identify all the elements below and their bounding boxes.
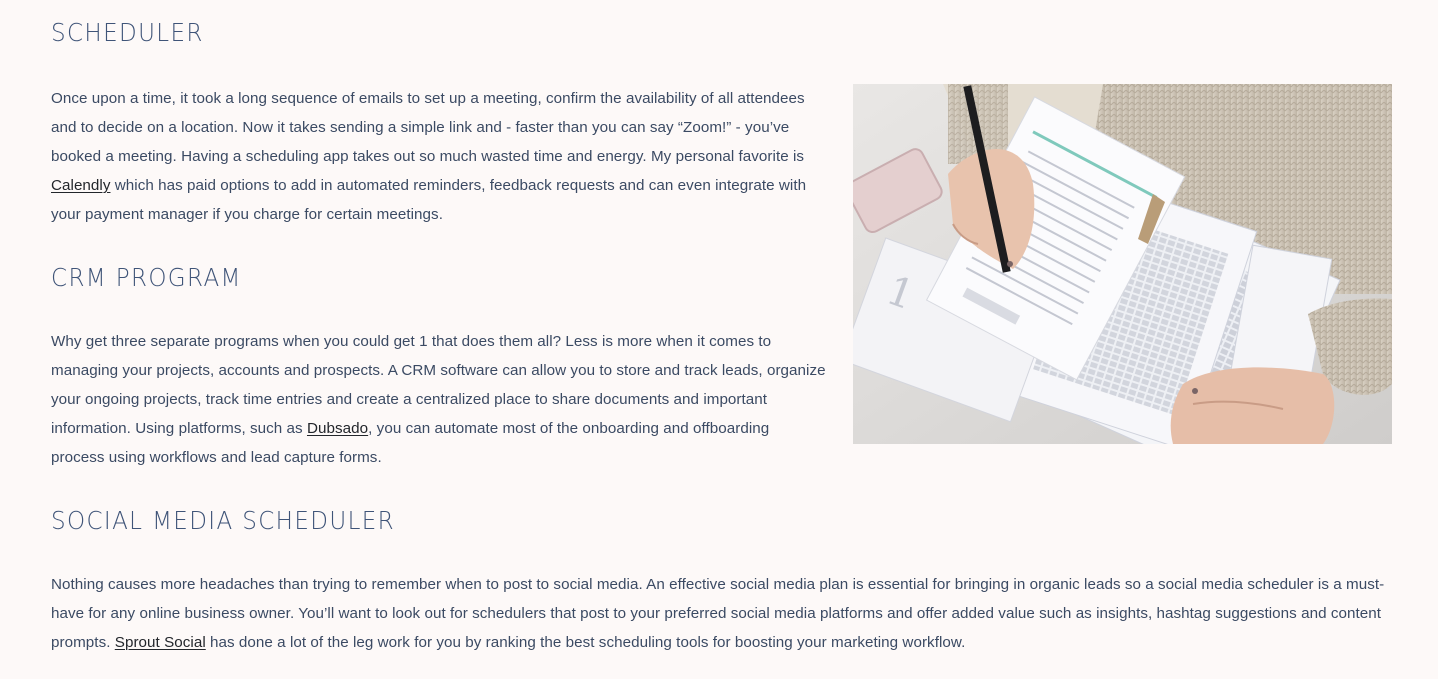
social-text-2: has done a lot of the leg work for you by ranking the best scheduling tools for boosting your marketing workflow.	[205, 634, 966, 651]
calendly-link[interactable]: Calendly	[51, 177, 111, 194]
svg-text:1: 1	[880, 267, 921, 320]
social-media-scheduler-heading: SOCIAL MEDIA SCHEDULER	[51, 506, 396, 535]
scheduler-text-2: which has paid options to add in automated reminders, feedback requests and can even integrate with your payment manager if you charge for certain meetings.	[51, 177, 807, 223]
scheduler-text-1: Once upon a time, it took a long sequence of emails to set up a meeting, confirm the availability of all attendees and to decide on a location. Now it takes sending a simple link and - faster than you can say “Zoom!” - you’ve booked a meeting. Having a scheduling app takes out so much wasted time and energy. My personal favorite is	[51, 90, 805, 165]
scheduler-heading: SCHEDULER	[51, 18, 204, 47]
dubsado-link[interactable]: Dubsado	[306, 420, 369, 437]
crm-text-2: , you can automate most of the onboarding and offboarding process using workflows and lead capture forms.	[51, 420, 770, 466]
crm-paragraph	[51, 327, 826, 472]
crm-text-1: Why get three separate programs when you could get 1 that does them all? Less is more when it comes to managing your projects, accounts and prospects. A CRM software can allow you to store and track leads, organize your ongoing projects, track time entries and create a centralized place to share documents and important information. Using platforms, such as	[51, 333, 826, 437]
crm-heading: CRM PROGRAM	[51, 263, 242, 292]
social-paragraph	[51, 570, 1391, 657]
sprout-social-link[interactable]: Sprout Social	[114, 634, 206, 651]
planner-photo	[853, 84, 1392, 444]
scheduler-paragraph	[51, 84, 831, 229]
social-text-1: Nothing causes more headaches than trying to remember when to post to social media. An effective social media plan is essential for bringing in organic leads so a social media scheduler is a must-have for any online business owner. You’ll want to look out for schedulers that post to your preferred social media platforms and offer added value such as insights, hashtag suggestions and content prompts.	[51, 576, 1385, 651]
